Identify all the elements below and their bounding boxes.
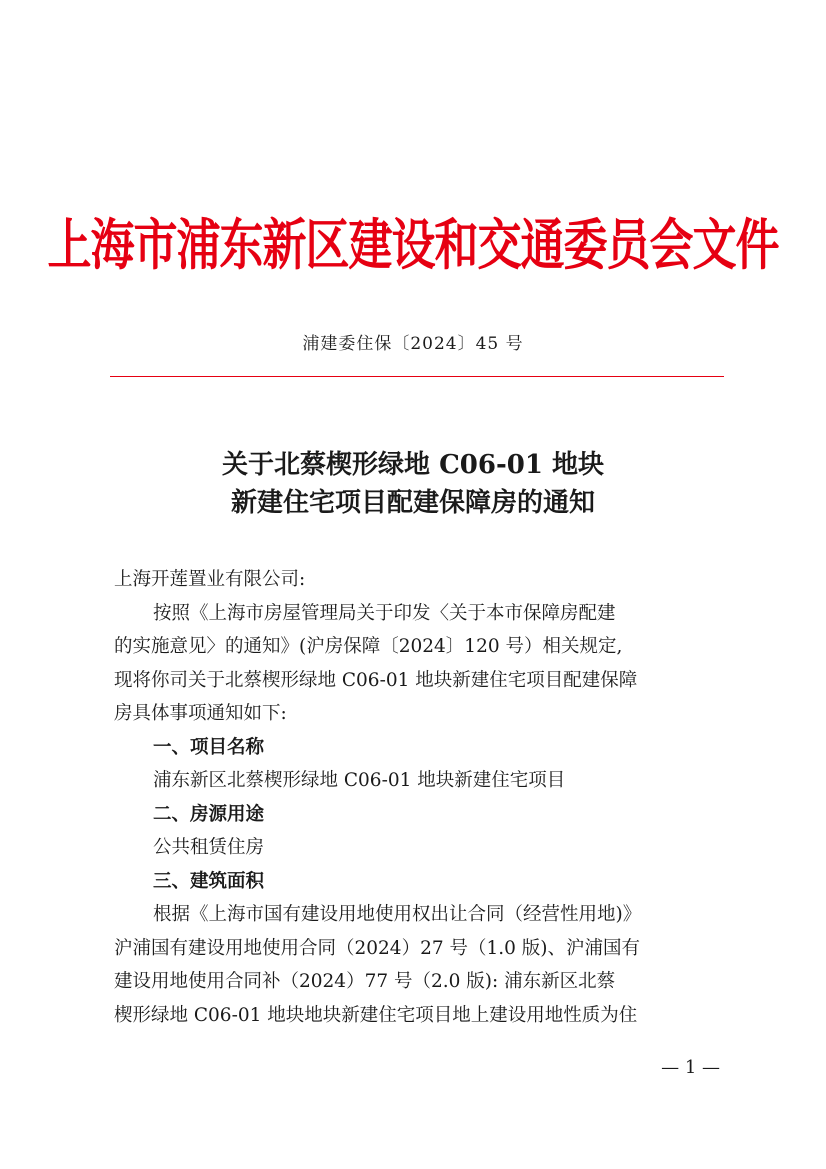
red-divider-line bbox=[110, 376, 724, 377]
intro-line-4: 房具体事项通知如下: bbox=[114, 703, 287, 724]
floor-area-line-3: 建设用地使用合同补（2024）77 号（2.0 版): 浦东新区北蔡 bbox=[114, 971, 616, 992]
document-number: 浦建委住保〔2024〕45 号 bbox=[302, 334, 524, 354]
section-heading-housing-use: 二、房源用途 bbox=[153, 803, 265, 825]
section-heading-project-name: 一、项目名称 bbox=[153, 736, 265, 758]
floor-area-line-1: 根据《上海市国有建设用地使用权出让合同（经营性用地)》 bbox=[153, 904, 642, 925]
page-number: — 1 — bbox=[661, 1057, 720, 1078]
intro-line-1: 按照《上海市房屋管理局关于印发〈关于本市保障房配建 bbox=[153, 602, 616, 624]
document-title bbox=[0, 446, 826, 522]
floor-area-line-4: 楔形绿地 C06-01 地块地块新建住宅项目地上建设用地性质为住 bbox=[114, 1004, 638, 1026]
title-line-1: 关于北蔡楔形绿地 C06-01 地块 bbox=[222, 450, 604, 480]
section-text-project-name: 浦东新区北蔡楔形绿地 C06-01 地块新建住宅项目 bbox=[153, 770, 566, 791]
addressee: 上海开莲置业有限公司: bbox=[114, 569, 306, 590]
floor-area-line-2: 沪浦国有建设用地使用合同（2024）27 号（1.0 版)、沪浦国有 bbox=[114, 937, 641, 959]
intro-line-2: 的实施意见〉的通知》(沪房保障〔2024〕120 号）相关规定, bbox=[114, 636, 623, 657]
document-body bbox=[114, 563, 726, 1032]
title-line-2: 新建住宅项目配建保障房的通知 bbox=[230, 488, 595, 518]
issuer-header: 上海市浦东新区建设和交通委员会文件 bbox=[47, 213, 779, 278]
section-text-housing-use: 公共租赁住房 bbox=[153, 837, 265, 858]
section-heading-floor-area: 三、建筑面积 bbox=[153, 870, 265, 892]
intro-line-3: 现将你司关于北蔡楔形绿地 C06-01 地块新建住宅项目配建保障 bbox=[114, 669, 638, 691]
